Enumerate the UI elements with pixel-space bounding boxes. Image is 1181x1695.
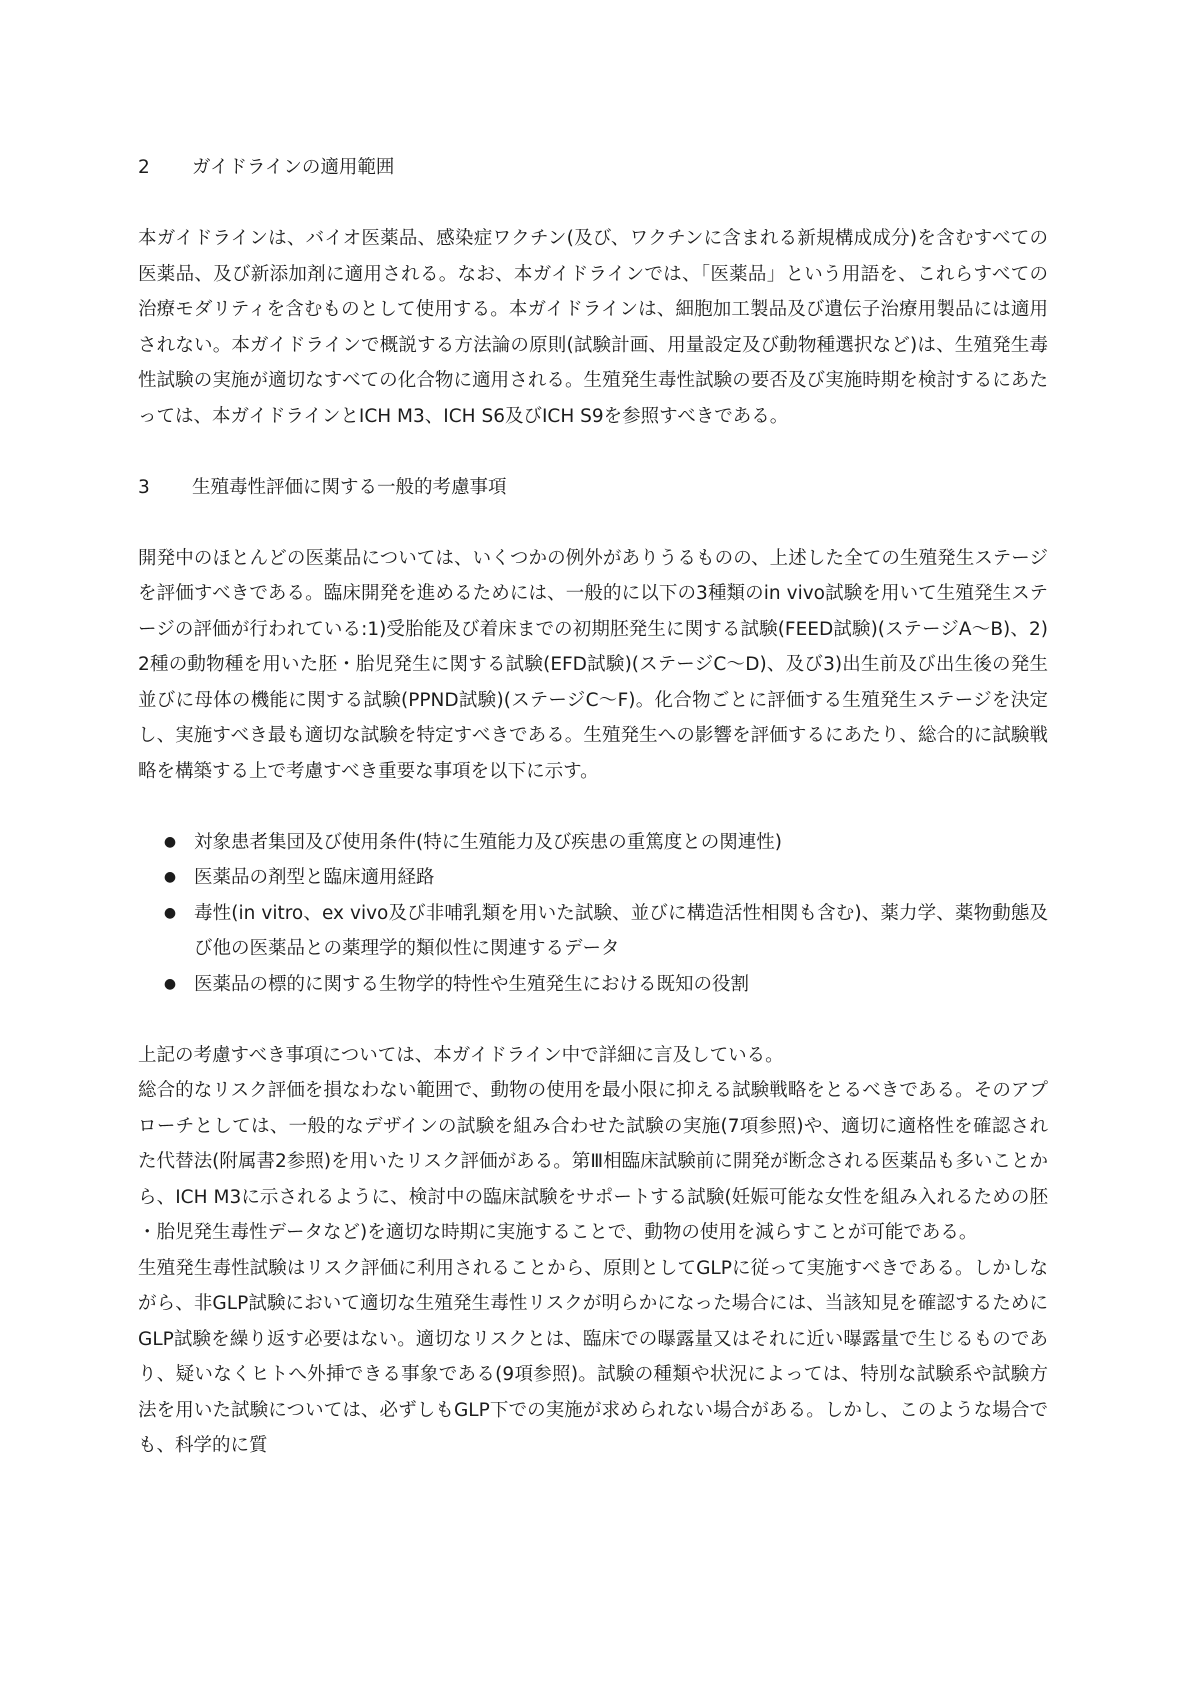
section-3-heading <box>138 470 1048 506</box>
spacer <box>138 505 1048 541</box>
considerations-list <box>138 825 1048 1003</box>
spacer <box>138 434 1048 470</box>
spacer <box>138 789 1048 825</box>
section-2-heading <box>138 150 1048 186</box>
list-item-text: 毒性(in vitro、ex vivo及び非哺乳類を用いた試験、並びに構造活性相関も含む)、薬力学、薬物動態及び他の医薬品との薬理学的類似性に関連するデータ <box>194 902 1048 959</box>
bullet-icon: ● <box>163 975 177 992</box>
list-item <box>138 896 1048 967</box>
list-item-text: 医薬品の標的に関する生物学的特性や生殖発生における既知の役割 <box>194 973 750 995</box>
bullet-icon: ● <box>163 904 177 921</box>
bullet-icon: ● <box>163 833 177 850</box>
list-item-text: 医薬品の剤型と臨床適用経路 <box>194 867 435 888</box>
document-body <box>138 150 1048 1464</box>
list-item <box>138 967 1048 1003</box>
section-3-paragraph-2: 上記の考慮すべき事項については、本ガイドライン中で詳細に言及している。 <box>138 1044 784 1066</box>
bullet-icon: ● <box>163 869 177 885</box>
spacer <box>138 1002 1048 1038</box>
section-3-paragraph-1: 開発中のほとんどの医薬品については、いくつかの例外がありうるものの、上述した全ての生殖発生ステージを評価すべきである。臨床開発を進めるためには、一般的に以下の3種類のin vivo試験を用いて生殖発生ステージの評価が行われている:1)受胎能及び着床までの初期胚発生に関する試験(FEED試験)(ステージA〜B)、2)2種の動物種を用いた胚・胎児発生に関する試験(EFD試験)(ステージC〜D)、及び3)出生前及び出生後の発生並びに母体の機能に関する試験(PPND試験)(ステージC〜F)。化合物ごとに評価する生殖発生ステージを決定し、実施すべき最も適切な試験を特定すべきである。生殖発生への影響を評価するにあたり、総合的に試験戦略を構築する上で考慮すべき重要な事項を以下に示す。 <box>138 547 1048 782</box>
section-3-number: 3 <box>138 476 150 498</box>
spacer <box>138 186 1048 222</box>
section-2-paragraph: 本ガイドラインは、バイオ医薬品、感染症ワクチン(及び、ワクチンに含まれる新規構成成分)を含むすべての医薬品、及び新添加剤に適用される。なお、本ガイドラインでは、「医薬品」という用語を、これらすべての治療モダリティを含むものとして使用する。本ガイドラインは、細胞加工製品及び遺伝子治療用製品には適用されない。本ガイドラインで概説する方法論の原則(試験計画、用量設定及び動物種選択など)は、生殖発生毒性試験の実施が適切なすべての化合物に適用される。生殖発生毒性試験の要否及び実施時期を検討するにあたっては、本ガイドラインとICH M3、ICH S6及びICH S9を参照すべきである。 <box>138 228 1048 427</box>
section-3-paragraph-4: 生殖発生毒性試験はリスク評価に利用されることから、原則としてGLPに従って実施すべきである。しかしながら、非GLP試験において適切な生殖発生毒性リスクが明らかになった場合には、当該知見を確認するためにGLP試験を繰り返す必要はない。適切なリスクとは、臨床での曝露量又はそれに近い曝露量で生じるものであり、疑いなくヒトへ外挿できる事象である(9項参照)。試験の種類や状況によっては、特別な試験系や試験方法を用いた試験については、必ずしもGLP下での実施が求められない場合がある。しかし、このような場合でも、科学的に質 <box>138 1257 1048 1456</box>
list-item <box>138 860 1048 896</box>
section-2-title: ガイドラインの適用範囲 <box>192 157 395 178</box>
list-item-text: 対象患者集団及び使用条件(特に生殖能力及び疾患の重篤度との関連性) <box>194 831 782 853</box>
section-3-title: 生殖毒性評価に関する一般的考慮事項 <box>192 476 507 498</box>
list-item <box>138 825 1048 861</box>
section-2-number: 2 <box>138 157 150 178</box>
section-3-paragraph-3: 総合的なリスク評価を損なわない範囲で、動物の使用を最小限に抑える試験戦略をとるべきである。そのアプローチとしては、一般的なデザインの試験を組み合わせた試験の実施(7項参照)や、適切に適格性を確認された代替法(附属書2参照)を用いたリスク評価がある。第Ⅲ相臨床試験前に開発が断念される医薬品も多いことから、ICH M3に示されるように、検討中の臨床試験をサポートする試験(妊娠可能な女性を組み入れるための胚・胎児発生毒性データなど)を適切な時期に実施することで、動物の使用を減らすことが可能である。 <box>138 1080 1048 1243</box>
